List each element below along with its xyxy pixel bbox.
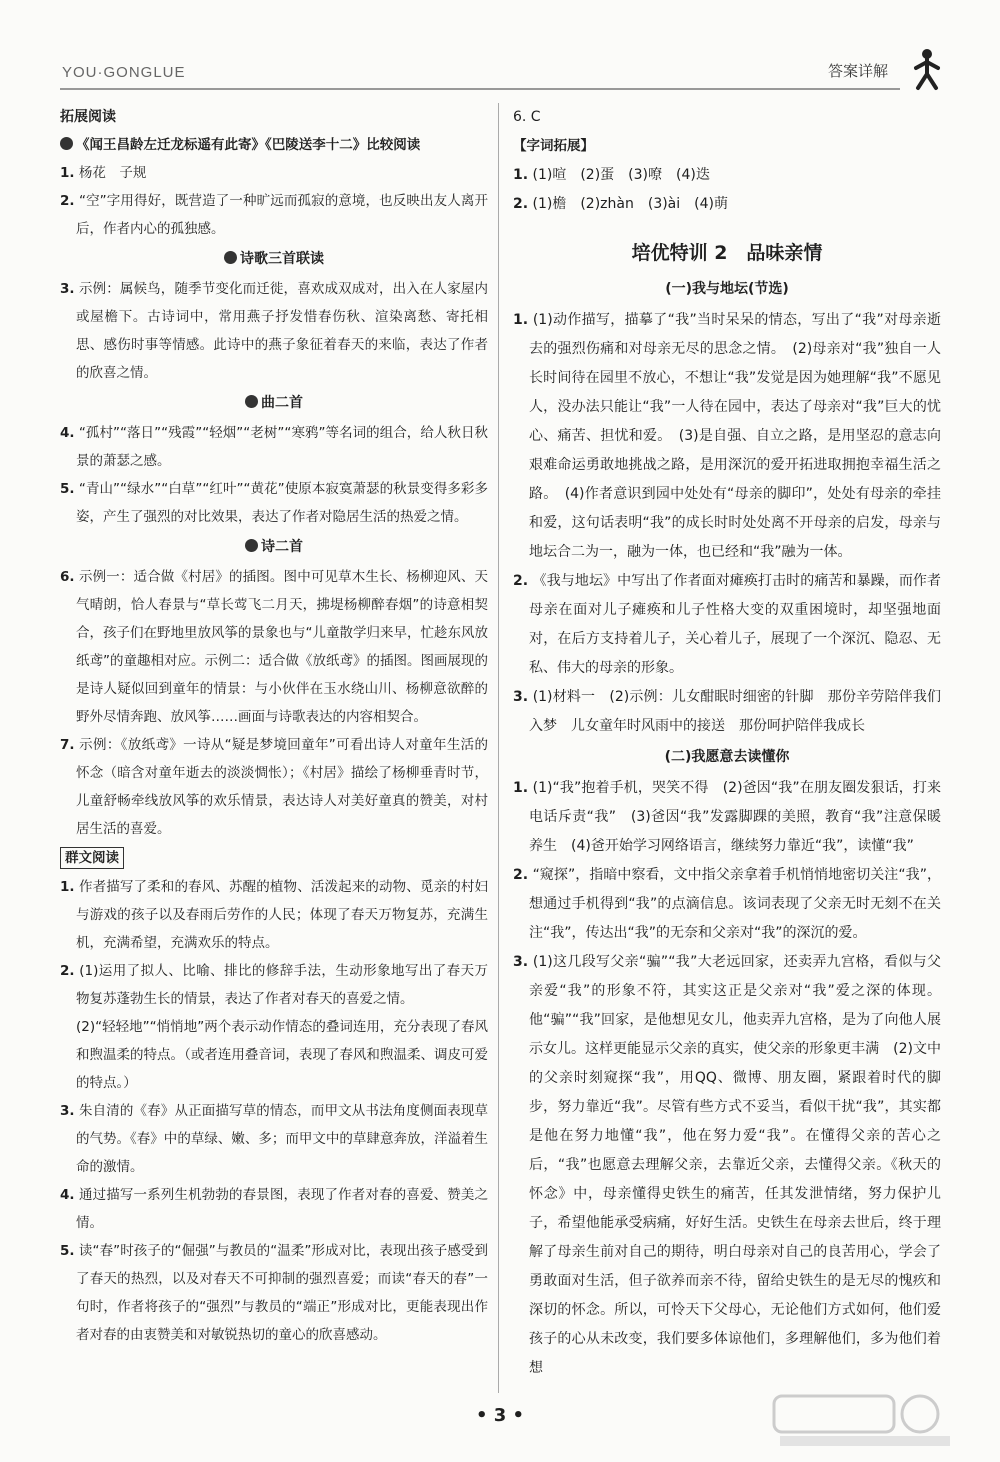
answer-item: 2. (1)运用了拟人、比喻、排比的修辞手法，生动形象地写出了春天万物复苏蓬勃生长的情景，表达了作者对春天的喜爱之情。 [60, 963, 489, 1007]
answer-item: 3. (1)这几段写父亲“骗”“我”大老远回家，还卖弄九宫格，看似与父亲爱“我”的形象不符，其实这正是父亲对“我”爱之深的体现。他“骗”“我”回家，是他想见女儿，他卖弄九宫格，是为了向他人展示女儿。这样更能显示父亲的真实，使父亲的形象更丰满 (2)文中的父亲时刻窥探“我”，用QQ、微博、朋友圈，紧跟着时代的脚步，努力靠近“我”。尽管有些方式不妥当，看似干扰“我”，其实都是他在努力地懂“我”，他在努力爱“我”。在懂得父亲的苦心之后，“我”也愿意去理解父亲，去靠近父亲，去懂得父亲。《秋天的怀念》中，母亲懂得史铁生的痛苦，任其发泄情绪，努力保护儿子，希望他能承受病痛，好好生活。史铁生在母亲去世后，终于理解了母亲生前对自己的期待，明白母亲对自己的良苦用心，学会了勇敢面对生活，但子欲养而亲不待，留给史铁生的是无尽的愧疚和深切的怀念。所以，可怜天下父母心，无论他们方式如何，他们爱孩子的心从未改变，我们要多体谅他们，多理解他们，多为他们着想 [513, 954, 942, 1376]
answer-item: 2. (1)檐 (2)zhàn (3)ài (4)萌 [513, 196, 728, 212]
circle-number-icon [245, 539, 258, 552]
page-header [60, 58, 950, 98]
answer-item: 7. 示例：《放纸鸢》一诗从“疑是梦境回童年”可看出诗人对童年生活的怀念（暗含对童年逝去的淡淡惆怅）；《村居》描绘了杨柳垂青时节，儿童舒畅牵线放风筝的欢乐情景，表达诗人对美好童真的赞美，对村居生活的喜爱。 [60, 737, 488, 837]
answer-item: 5. “青山”“绿水”“白草”“红叶”“黄花”使原本寂寞萧瑟的秋景变得多彩多姿，产生了强烈的对比效果，表达了作者对隐居生活的热爱之情。 [60, 481, 488, 525]
answer-item: 1. (1)“我”抱着手机，哭笑不得 (2)爸因“我”在朋友圈发狠话，打来电话斥责“我” (3)爸因“我”发露脚踝的美照，教育“我”注意保暖养生 (4)爸开始学习网络语言，继续努力靠近“我”，读懂“我” [513, 780, 941, 854]
answer-item: 1. (1)动作描写，描摹了“我”当时呆呆的情态，写出了“我”对母亲逝去的强烈伤痛和对母亲无尽的思念之情。 (2)母亲对“我”独自一人长时间待在园里不放心，不想让“我”发觉是因为她理解“我”不愿见人，没办法只能让“我”一人待在园中，表达了母亲对“我”巨大的忧心、痛苦、担忧和爱。 (3)是自强、自立之路，是用坚忍的意志向艰难命运勇敢地挑战之路，是用深沉的爱开拓进取拥抱幸福生活之路。 (4)作者意识到园中处处有“母亲的脚印”，处处有母亲的牵挂和爱，这句话表明“我”的成长时时处处离不开母亲的启发，母亲与地坛合二为一，融为一体，也已经和“我”融为一体。 [513, 312, 942, 560]
answer-item: 3. 朱自清的《春》从正面描写草的情态，而甲文从书法角度侧面表现草的气势。《春》中的草绿、嫩、多；而甲文中的草肆意奔放，洋溢着生命的激情。 [60, 1103, 489, 1175]
subsection-title: 诗歌三首联读 [60, 245, 488, 273]
subsection-title: (二)我愿意去读懂你 [664, 749, 790, 765]
answer-item: 1. 作者描写了柔和的春风、苏醒的植物、活泼起来的动物、觅亲的村妇与游戏的孩子以及春雨后劳作的人民；体现了春天万物复苏，充满生机，充满希望，充满欢乐的特点。 [60, 879, 489, 951]
circle-number-icon [245, 395, 258, 408]
answer-paragraph: (2)“轻轻地”“悄悄地”两个表示动作情态的叠词连用，充分表现了春风和煦温柔的特点。（或者连用叠音词，表现了春风和煦温柔、调皮可爱的特点。） [76, 1019, 488, 1091]
answer-item: 4. “孤村”“落日”“残霞”“轻烟”“老树”“寒鸦”等名词的组合，给人秋日秋景的萧瑟之感。 [60, 425, 488, 469]
runner-logo-icon [904, 46, 950, 92]
header-rule [60, 88, 900, 90]
left-column [60, 103, 488, 1349]
answer-item: 6. C [513, 109, 541, 125]
section-heading: 拓展阅读 [60, 109, 116, 125]
answer-list [60, 159, 488, 243]
answer-item: 2. “窥探”，指暗中察看，文中指父亲拿着手机悄悄地密切关注“我”，想通过手机得到“我”的点滴信息。该词表现了父亲无时无刻不在关注“我”，传达出“我”的无奈和父亲对“我”的深沉的爱。 [513, 867, 941, 941]
brand-label: YOU·GONGLUE [62, 64, 186, 81]
subsection-title: 曲二首 [60, 389, 488, 417]
subsection-title: (一)我与地坛(节选) [665, 281, 789, 297]
right-column [513, 103, 941, 1383]
boxed-heading: 群文阅读 [60, 847, 124, 869]
boxed-heading: 【字词拓展】 [513, 138, 594, 154]
subsection-title: 《闻王昌龄左迁龙标遥有此寄》《巴陵送李十二》比较阅读 [60, 131, 488, 159]
answer-item: 3. (1)材料一 (2)示例：儿女酣眠时细密的针脚 那份辛劳陪伴我们入梦 儿女童年时风雨中的接送 那份呵护陪伴我成长 [513, 689, 941, 734]
circle-number-icon [60, 137, 73, 150]
answer-item: 1. (1)喧 (2)蛋 (3)嘹 (4)迭 [513, 167, 710, 183]
answer-item: 2. 《我与地坛》中写出了作者面对瘫痪打击时的痛苦和暴躁，而作者母亲在面对儿子瘫痪和儿子性格大变的双重困境时，却坚强地面对，在后方支持着儿子，关心着儿子，展现了一个深沉、隐忍、无私、伟大的母亲的形象。 [513, 573, 942, 676]
header-title: 答案详解 [827, 62, 888, 80]
column-divider [498, 103, 499, 1393]
answer-item: 2. “空”字用得好，既营造了一种旷远而孤寂的意境，也反映出友人离开后，作者内心的孤独感。 [60, 193, 488, 237]
subsection-title: 诗二首 [60, 533, 488, 561]
answer-item: 1. 杨花 子规 [60, 165, 147, 181]
page-number: • 3 • [475, 1405, 525, 1426]
section-title: 培优特训 2 品味亲情 [631, 242, 823, 264]
answer-item: 3. 示例：属候鸟，随季节变化而迁徙，喜欢成双成对，出入在人家屋内或屋檐下。古诗词中，常用燕子抒发惜春伤秋、渲染离愁、寄托相思、感伤时事等情感。此诗中的燕子象征着春天的来临，表达了作者的欣喜之情。 [60, 281, 489, 381]
circle-number-icon [224, 251, 237, 264]
answer-item: 4. 通过描写一系列生机勃勃的春景图，表现了作者对春的喜爱、赞美之情。 [60, 1187, 489, 1231]
answer-item: 5. 读“春”时孩子的“倔强”与教员的“温柔”形成对比，表现出孩子感受到了春天的热烈，以及对春天不可抑制的强烈喜爱；而读“春天的春”一句时，作者将孩子的“强烈”与教员的“端正”形成对比，更能表现出作者对春的由衷赞美和对敏锐热切的童心的欣喜感动。 [60, 1243, 488, 1343]
answer-item: 6. 示例一：适合做《村居》的插图。图中可见草木生长、杨柳迎风、天气晴朗，恰人春景与“草长莺飞二月天，拂堤杨柳醉春烟”的诗意相契合，孩子们在野地里放风筝的景象也与“儿童散学归来早，忙趁东风放纸鸢”的童趣相对应。示例二：适合做《放纸鸢》的插图。图画展现的是诗人疑似回到童年的情景：与小伙伴在玉水绕山川、杨柳意欲醉的野外尽情奔跑、放风筝……画面与诗歌表达的内容相契合。 [60, 569, 489, 725]
